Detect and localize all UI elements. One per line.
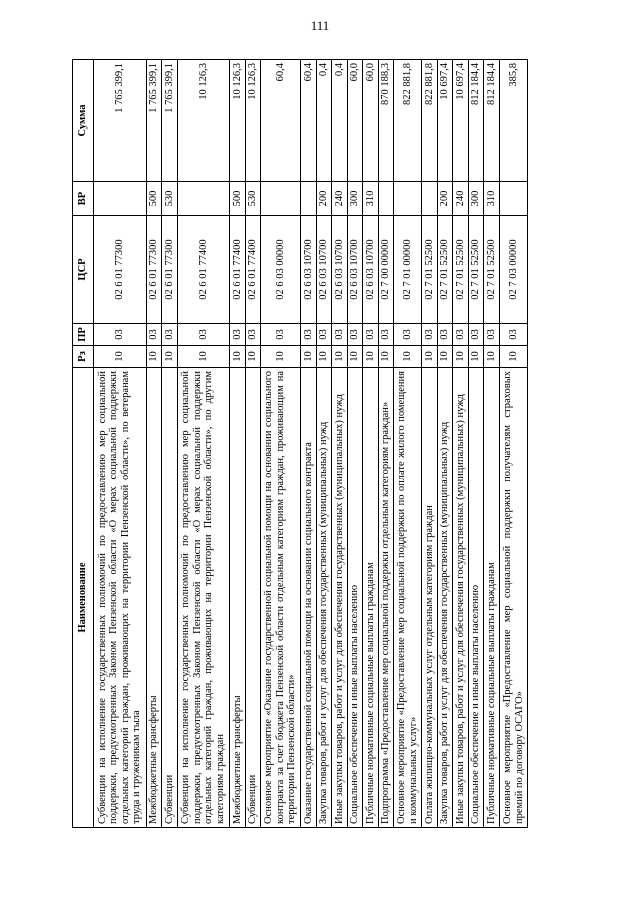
cell-csr: 02 6 03 10700 bbox=[347, 216, 363, 324]
cell-pr: 03 bbox=[347, 324, 363, 346]
cell-csr: 02 6 03 10700 bbox=[332, 216, 348, 324]
cell-name: Закупка товаров, работ и услуг для обеспечения государственных (муниципальных) нужд bbox=[437, 368, 453, 828]
cell-sum: 870 188,3 bbox=[378, 60, 394, 182]
cell-rz: 10 bbox=[261, 346, 301, 368]
cell-vr: 300 bbox=[468, 182, 484, 216]
cell-vr bbox=[378, 182, 394, 216]
cell-pr: 03 bbox=[94, 324, 147, 346]
cell-name: Основное мероприятие «Оказание государственной социальной помощи на основании социального контракта за счет бюджета Пензенской области отдельным категориям граждан, проживающим на территории Пензенской области» bbox=[261, 368, 301, 828]
cell-sum: 812 184,4 bbox=[484, 60, 500, 182]
cell-name: Субвенции на исполнение государственных полномочий по предоставлению мер социальной поддержки, предусмотренных Законом Пензенской области «О мерах социальной поддержки отдельных категорий граждан, проживающих на территории Пензенской области», по другим категориям граждан bbox=[177, 368, 230, 828]
cell-rz: 10 bbox=[245, 346, 261, 368]
header-vr: ВР bbox=[73, 182, 94, 216]
cell-sum: 60,0 bbox=[363, 60, 379, 182]
cell-rz: 10 bbox=[422, 346, 438, 368]
budget-table bbox=[72, 59, 528, 828]
cell-csr: 02 7 01 52500 bbox=[468, 216, 484, 324]
cell-name: Основное мероприятие «Предоставление мер социальной поддержки по оплате жилого помещения и коммунальных услуг» bbox=[394, 368, 422, 828]
cell-rz: 10 bbox=[332, 346, 348, 368]
cell-sum: 0,4 bbox=[332, 60, 348, 182]
table-row bbox=[363, 60, 379, 828]
cell-pr: 03 bbox=[468, 324, 484, 346]
cell-pr: 03 bbox=[301, 324, 317, 346]
cell-sum: 822 881,8 bbox=[394, 60, 422, 182]
cell-sum: 385,8 bbox=[500, 60, 528, 182]
cell-csr: 02 7 01 52500 bbox=[437, 216, 453, 324]
cell-rz: 10 bbox=[94, 346, 147, 368]
header-name: Наименование bbox=[73, 368, 94, 828]
cell-vr bbox=[94, 182, 147, 216]
cell-csr: 02 6 01 77300 bbox=[94, 216, 147, 324]
table-row bbox=[347, 60, 363, 828]
cell-rz: 10 bbox=[468, 346, 484, 368]
table-row bbox=[468, 60, 484, 828]
table-row bbox=[394, 60, 422, 828]
cell-sum: 0,4 bbox=[316, 60, 332, 182]
cell-name: Иные закупки товаров, работ и услуг для обеспечения государственных (муниципальных) нужд bbox=[453, 368, 469, 828]
cell-sum: 60,4 bbox=[301, 60, 317, 182]
cell-pr: 03 bbox=[363, 324, 379, 346]
cell-vr bbox=[422, 182, 438, 216]
table-row bbox=[316, 60, 332, 828]
cell-rz: 10 bbox=[347, 346, 363, 368]
cell-sum: 10 697,4 bbox=[453, 60, 469, 182]
cell-csr: 02 6 03 00000 bbox=[261, 216, 301, 324]
cell-name: Оплата жилищно-коммунальных услуг отдельным категориям граждан bbox=[422, 368, 438, 828]
cell-sum: 10 126,3 bbox=[230, 60, 246, 182]
cell-rz: 10 bbox=[146, 346, 162, 368]
table-row bbox=[146, 60, 162, 828]
cell-csr: 02 6 03 10700 bbox=[301, 216, 317, 324]
cell-csr: 02 6 03 10700 bbox=[363, 216, 379, 324]
cell-pr: 03 bbox=[230, 324, 246, 346]
cell-rz: 10 bbox=[453, 346, 469, 368]
cell-pr: 03 bbox=[378, 324, 394, 346]
cell-name: Подпрограмма «Предоставление мер социальной поддержки отдельным категориям граждан» bbox=[378, 368, 394, 828]
cell-csr: 02 6 03 10700 bbox=[316, 216, 332, 324]
rotated-table-container bbox=[72, 60, 528, 828]
cell-vr: 310 bbox=[363, 182, 379, 216]
cell-rz: 10 bbox=[177, 346, 230, 368]
cell-sum: 60,4 bbox=[261, 60, 301, 182]
table-row bbox=[500, 60, 528, 828]
cell-name: Закупка товаров, работ и услуг для обеспечения государственных (муниципальных) нужд bbox=[316, 368, 332, 828]
cell-name: Субвенции на исполнение государственных полномочий по предоставлению мер социальной поддержки, предусмотренных Законом Пензенской области «О мерах социальной поддержки отдельных категорий граждан, проживающих на территории Пензенской области», по ветеранам труда и труженикам тыла bbox=[94, 368, 147, 828]
table-row bbox=[301, 60, 317, 828]
table-row bbox=[484, 60, 500, 828]
cell-rz: 10 bbox=[378, 346, 394, 368]
cell-csr: 02 6 01 77400 bbox=[245, 216, 261, 324]
cell-vr: 240 bbox=[453, 182, 469, 216]
table-row bbox=[261, 60, 301, 828]
header-pr: ПР bbox=[73, 324, 94, 346]
cell-sum: 10 126,3 bbox=[177, 60, 230, 182]
cell-name: Межбюджетные трансферты bbox=[230, 368, 246, 828]
cell-name: Иные закупки товаров, работ и услуг для обеспечения государственных (муниципальных) нужд bbox=[332, 368, 348, 828]
table-row bbox=[162, 60, 178, 828]
table-row bbox=[378, 60, 394, 828]
cell-rz: 10 bbox=[394, 346, 422, 368]
cell-pr: 03 bbox=[261, 324, 301, 346]
cell-name: Межбюджетные трансферты bbox=[146, 368, 162, 828]
cell-pr: 03 bbox=[332, 324, 348, 346]
page-number: 111 bbox=[310, 18, 330, 33]
cell-rz: 10 bbox=[230, 346, 246, 368]
cell-sum: 812 184,4 bbox=[468, 60, 484, 182]
table-row bbox=[177, 60, 230, 828]
table-row bbox=[332, 60, 348, 828]
header-rz: Рз bbox=[73, 346, 94, 368]
cell-vr: 240 bbox=[332, 182, 348, 216]
cell-pr: 03 bbox=[316, 324, 332, 346]
cell-pr: 03 bbox=[500, 324, 528, 346]
cell-pr: 03 bbox=[484, 324, 500, 346]
cell-pr: 03 bbox=[437, 324, 453, 346]
cell-vr bbox=[177, 182, 230, 216]
table-row bbox=[422, 60, 438, 828]
cell-csr: 02 7 00 00000 bbox=[378, 216, 394, 324]
cell-csr: 02 7 01 00000 bbox=[394, 216, 422, 324]
cell-vr bbox=[261, 182, 301, 216]
table-header-row bbox=[73, 60, 94, 828]
cell-name: Основное мероприятие «Предоставление мер социальной поддержки получателям страховых премий по договору ОСАГО» bbox=[500, 368, 528, 828]
cell-csr: 02 6 01 77300 bbox=[146, 216, 162, 324]
cell-vr: 300 bbox=[347, 182, 363, 216]
cell-pr: 03 bbox=[422, 324, 438, 346]
cell-rz: 10 bbox=[437, 346, 453, 368]
table-row bbox=[230, 60, 246, 828]
cell-csr: 02 6 01 77400 bbox=[230, 216, 246, 324]
cell-pr: 03 bbox=[453, 324, 469, 346]
cell-vr: 530 bbox=[162, 182, 178, 216]
table-row bbox=[453, 60, 469, 828]
cell-rz: 10 bbox=[363, 346, 379, 368]
cell-pr: 03 bbox=[394, 324, 422, 346]
cell-csr: 02 7 03 00000 bbox=[500, 216, 528, 324]
table-row bbox=[437, 60, 453, 828]
cell-pr: 03 bbox=[146, 324, 162, 346]
cell-rz: 10 bbox=[484, 346, 500, 368]
table-row bbox=[245, 60, 261, 828]
cell-name: Публичные нормативные социальные выплаты гражданам bbox=[363, 368, 379, 828]
cell-sum: 1 765 399,1 bbox=[146, 60, 162, 182]
cell-csr: 02 7 01 52500 bbox=[453, 216, 469, 324]
cell-rz: 10 bbox=[301, 346, 317, 368]
header-csr: ЦСР bbox=[73, 216, 94, 324]
cell-rz: 10 bbox=[500, 346, 528, 368]
cell-vr: 200 bbox=[316, 182, 332, 216]
cell-vr: 530 bbox=[245, 182, 261, 216]
cell-sum: 1 765 399,1 bbox=[94, 60, 147, 182]
cell-sum: 822 881,8 bbox=[422, 60, 438, 182]
cell-pr: 03 bbox=[162, 324, 178, 346]
cell-vr bbox=[500, 182, 528, 216]
cell-name: Субвенции bbox=[162, 368, 178, 828]
cell-vr: 500 bbox=[146, 182, 162, 216]
cell-name: Оказание государственной социальной помощи на основании социального контракта bbox=[301, 368, 317, 828]
cell-vr: 310 bbox=[484, 182, 500, 216]
cell-csr: 02 7 01 52500 bbox=[422, 216, 438, 324]
cell-vr bbox=[301, 182, 317, 216]
table-row bbox=[94, 60, 147, 828]
cell-name: Публичные нормативные социальные выплаты гражданам bbox=[484, 368, 500, 828]
cell-pr: 03 bbox=[177, 324, 230, 346]
cell-rz: 10 bbox=[316, 346, 332, 368]
cell-name: Социальное обеспечение и иные выплаты населению bbox=[468, 368, 484, 828]
cell-vr bbox=[394, 182, 422, 216]
cell-csr: 02 6 01 77300 bbox=[162, 216, 178, 324]
cell-sum: 1 765 399,1 bbox=[162, 60, 178, 182]
cell-sum: 10 126,3 bbox=[245, 60, 261, 182]
cell-csr: 02 6 01 77400 bbox=[177, 216, 230, 324]
header-sum: Сумма bbox=[73, 60, 94, 182]
cell-sum: 10 697,4 bbox=[437, 60, 453, 182]
cell-csr: 02 7 01 52500 bbox=[484, 216, 500, 324]
cell-name: Социальное обеспечение и иные выплаты населению bbox=[347, 368, 363, 828]
cell-pr: 03 bbox=[245, 324, 261, 346]
cell-sum: 60,0 bbox=[347, 60, 363, 182]
cell-rz: 10 bbox=[162, 346, 178, 368]
cell-name: Субвенции bbox=[245, 368, 261, 828]
cell-vr: 200 bbox=[437, 182, 453, 216]
cell-vr: 500 bbox=[230, 182, 246, 216]
